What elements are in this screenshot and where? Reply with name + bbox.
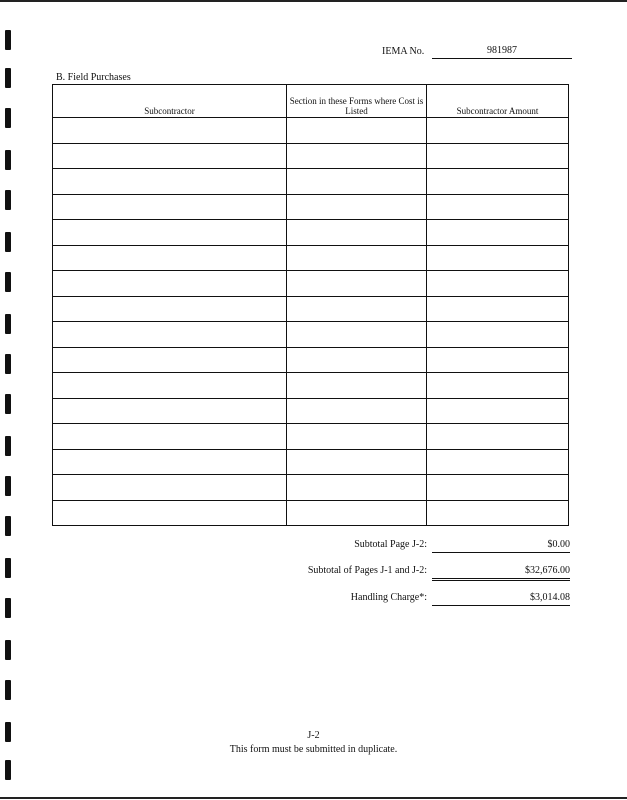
binder-mark — [5, 436, 11, 456]
binder-mark — [5, 190, 11, 210]
table-cell — [427, 500, 569, 526]
table-row — [53, 373, 569, 399]
table-cell — [53, 449, 287, 475]
table-cell — [287, 424, 427, 450]
table-row — [53, 424, 569, 450]
table-cell — [53, 194, 287, 220]
table-cell — [287, 118, 427, 144]
binder-mark — [5, 30, 11, 50]
table-cell — [427, 475, 569, 501]
binder-mark — [5, 272, 11, 292]
binder-hole-marks — [5, 0, 13, 800]
binder-mark — [5, 314, 11, 334]
table-row — [53, 296, 569, 322]
subtotal-pages-label: Subtotal of Pages J-1 and J-2: — [307, 565, 427, 576]
table-cell — [287, 194, 427, 220]
table-row — [53, 118, 569, 144]
binder-mark — [5, 108, 11, 128]
bottom-border-line — [0, 797, 627, 799]
table-row — [53, 271, 569, 297]
section-title: B. Field Purchases — [56, 72, 131, 83]
footer-note: This form must be submitted in duplicate. — [229, 744, 398, 755]
table-cell — [287, 143, 427, 169]
table-cell — [53, 347, 287, 373]
table-row — [53, 245, 569, 271]
table-cell — [53, 398, 287, 424]
table-cell — [53, 296, 287, 322]
table-cell — [427, 347, 569, 373]
table-cell — [287, 322, 427, 348]
page-number: J-2 — [307, 730, 320, 741]
iema-number: 981987 — [432, 45, 572, 59]
table-cell — [427, 118, 569, 144]
table-cell — [287, 347, 427, 373]
column-header-subcontractor: Subcontractor — [53, 85, 287, 118]
binder-mark — [5, 476, 11, 496]
table-row — [53, 347, 569, 373]
binder-mark — [5, 640, 11, 660]
table-cell — [287, 169, 427, 195]
binder-mark — [5, 394, 11, 414]
table-row — [53, 500, 569, 526]
binder-mark — [5, 68, 11, 88]
binder-mark — [5, 354, 11, 374]
table-cell — [53, 245, 287, 271]
table-cell — [427, 220, 569, 246]
table-cell — [427, 143, 569, 169]
table-cell — [287, 500, 427, 526]
subtotal-page-label: Subtotal Page J-2: — [354, 539, 427, 550]
table-cell — [53, 271, 287, 297]
table-row — [53, 194, 569, 220]
table-cell — [287, 475, 427, 501]
table-cell — [427, 449, 569, 475]
binder-mark — [5, 558, 11, 578]
table-cell — [427, 169, 569, 195]
table-cell — [53, 143, 287, 169]
table-row — [53, 169, 569, 195]
top-border-line — [0, 0, 627, 2]
binder-mark — [5, 232, 11, 252]
table-cell — [287, 449, 427, 475]
field-purchases-table — [52, 84, 569, 526]
binder-mark — [5, 598, 11, 618]
table-cell — [53, 500, 287, 526]
table-cell — [287, 398, 427, 424]
table-cell — [287, 245, 427, 271]
table-cell — [287, 220, 427, 246]
handling-charge-value: $3,014.08 — [432, 592, 570, 606]
subtotal-page-value: $0.00 — [432, 539, 570, 553]
table-row — [53, 475, 569, 501]
table-row — [53, 322, 569, 348]
binder-mark — [5, 150, 11, 170]
table-cell — [287, 271, 427, 297]
column-header-amount: Subcontractor Amount — [427, 85, 569, 118]
table-cell — [53, 169, 287, 195]
table-cell — [427, 424, 569, 450]
subtotal-pages-value: $32,676.00 — [432, 565, 570, 581]
table-cell — [427, 194, 569, 220]
handling-charge-label: Handling Charge*: — [350, 592, 427, 603]
table-cell — [427, 245, 569, 271]
table-cell — [427, 296, 569, 322]
binder-mark — [5, 516, 11, 536]
table-cell — [427, 373, 569, 399]
table-row — [53, 143, 569, 169]
table-row — [53, 398, 569, 424]
table-header-row — [53, 85, 569, 118]
table-cell — [53, 424, 287, 450]
table-cell — [53, 118, 287, 144]
table-row — [53, 220, 569, 246]
iema-label: IEMA No. — [382, 46, 425, 57]
table-cell — [287, 296, 427, 322]
table-cell — [53, 322, 287, 348]
table-cell — [53, 373, 287, 399]
table-row — [53, 449, 569, 475]
binder-mark — [5, 680, 11, 700]
column-header-section: Section in these Forms where Cost is Listed — [287, 85, 427, 118]
table-cell — [53, 220, 287, 246]
table-cell — [287, 373, 427, 399]
table-cell — [427, 271, 569, 297]
table-cell — [427, 322, 569, 348]
table-cell — [53, 475, 287, 501]
table-cell — [427, 398, 569, 424]
binder-mark — [5, 760, 11, 780]
